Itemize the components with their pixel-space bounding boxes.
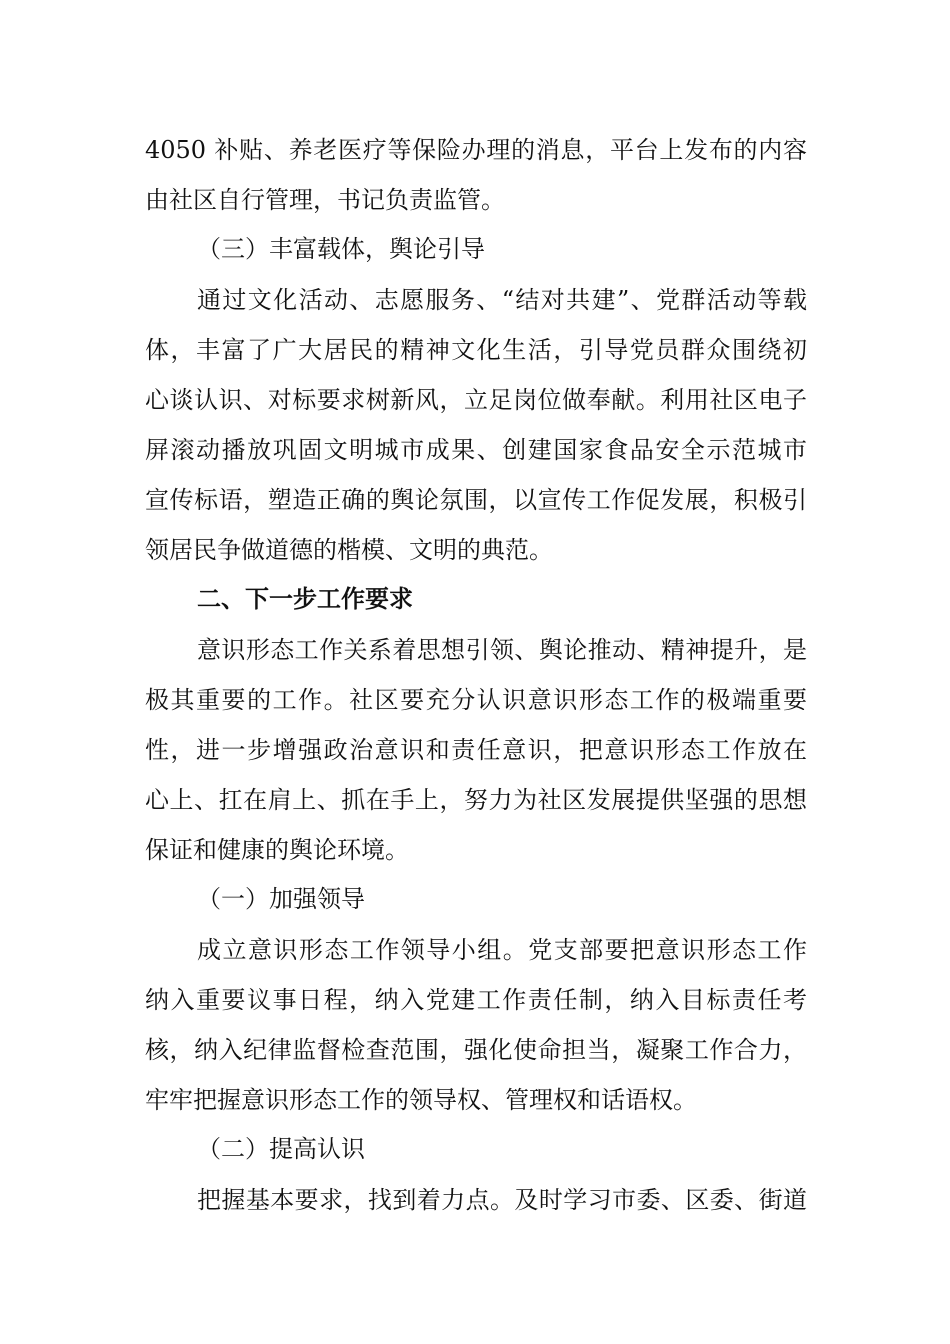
paragraph-line: 纳入重要议事日程，纳入党建工作责任制，纳入目标责任考 — [145, 986, 807, 1014]
paragraph-line: 牢牢把握意识形态工作的领导权、管理权和话语权。 — [145, 1086, 697, 1114]
paragraph-line: 屏滚动播放巩固文明城市成果、创建国家食品安全示范城市 — [145, 436, 807, 464]
paragraph-line: 由社区自行管理，书记负责监管。 — [145, 186, 505, 214]
paragraph-line: 核，纳入纪律监督检查范围，强化使命担当，凝聚工作合力， — [145, 1036, 807, 1064]
paragraph-line: 领居民争做道德的楷模、文明的典范。 — [145, 536, 553, 564]
paragraph-line: 保证和健康的舆论环境。 — [145, 836, 409, 864]
section-heading: 二、下一步工作要求 — [197, 585, 413, 613]
section-heading: （二）提高认识 — [197, 1135, 365, 1163]
section-heading: （一）加强领导 — [197, 885, 365, 913]
paragraph-line: 把握基本要求，找到着力点。及时学习市委、区委、街道 — [197, 1186, 807, 1214]
paragraph-line: 性，进一步增强政治意识和责任意识，把意识形态工作放在 — [145, 736, 807, 764]
paragraph-line: 意识形态工作关系着思想引领、舆论推动、精神提升，是 — [197, 636, 807, 664]
paragraph-line: 心谈认识、对标要求树新风，立足岗位做奉献。利用社区电子 — [145, 386, 807, 414]
paragraph-line: 4050 补贴、养老医疗等保险办理的消息，平台上发布的内容 — [145, 136, 807, 164]
paragraph-line: 成立意识形态工作领导小组。党支部要把意识形态工作 — [197, 936, 807, 964]
paragraph-line: 心上、扛在肩上、抓在手上，努力为社区发展提供坚强的思想 — [145, 786, 807, 814]
paragraph-line: 通过文化活动、志愿服务、“结对共建”、党群活动等载 — [197, 286, 807, 314]
paragraph-line: 体，丰富了广大居民的精神文化生活，引导党员群众围绕初 — [145, 336, 807, 364]
paragraph-line: 极其重要的工作。社区要充分认识意识形态工作的极端重要 — [145, 686, 807, 714]
section-heading: （三）丰富载体，舆论引导 — [197, 235, 485, 263]
paragraph-line: 宣传标语，塑造正确的舆论氛围，以宣传工作促发展，积极引 — [145, 486, 807, 514]
